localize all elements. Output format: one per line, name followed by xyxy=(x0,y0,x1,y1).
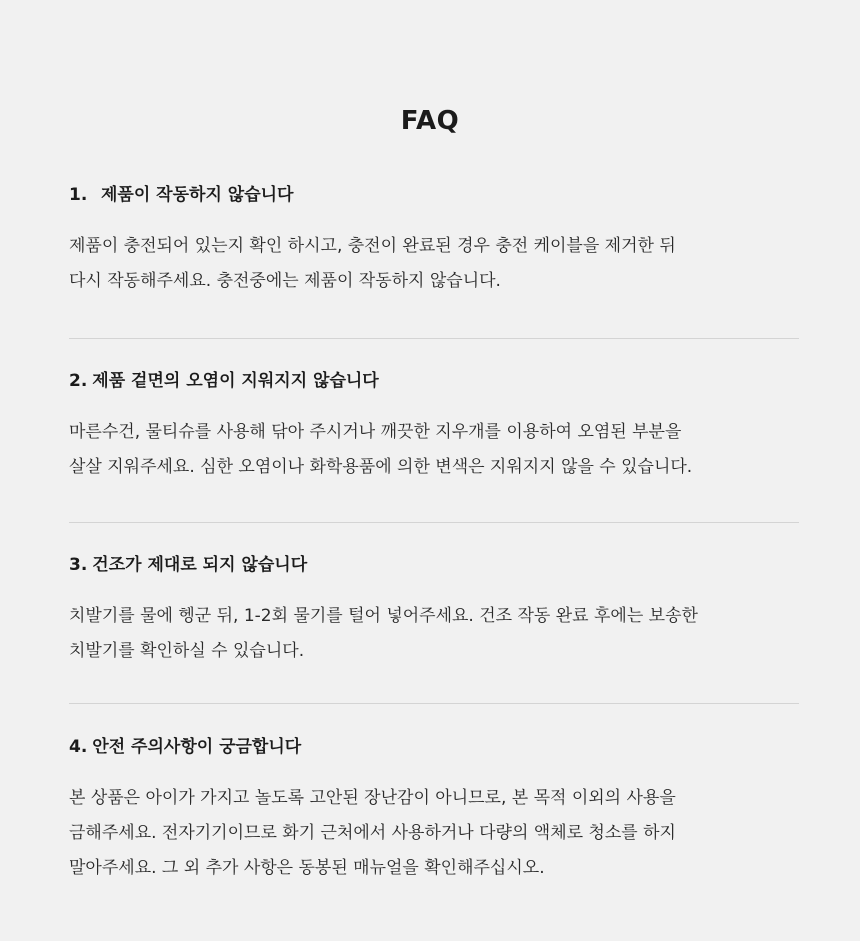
faq-answer xyxy=(69,229,799,299)
faq-question xyxy=(69,552,799,578)
faq-number: 2. xyxy=(69,371,88,391)
faq-answer-line: 다시 작동해주세요. 충전중에는 제품이 작동하지 않습니다. xyxy=(69,271,501,291)
faq-answer-line: 금해주세요. 전자기기이므로 화기 근처에서 사용하거나 다량의 액체로 청소를 하지 xyxy=(69,823,676,843)
faq-number: 1. xyxy=(69,185,88,205)
faq-question xyxy=(69,734,799,760)
faq-answer xyxy=(69,781,799,886)
faq-answer-line: 제품이 충전되어 있는지 확인 하시고, 충전이 완료된 경우 충전 케이블을 제거한 뒤 xyxy=(69,236,676,256)
faq-answer-line: 살살 지워주세요. 심한 오염이나 화학용품에 의한 변색은 지워지지 않을 수 있습니다. xyxy=(69,457,693,477)
faq-answer xyxy=(69,415,799,485)
faq-answer-line: 치발기를 물에 헹군 뒤, 1-2회 물기를 털어 넣어주세요. 건조 작동 완료 후에는 보송한 xyxy=(69,606,698,626)
faq-answer xyxy=(69,599,799,669)
faq-question xyxy=(69,368,799,394)
faq-item-1 xyxy=(69,182,799,299)
faq-question xyxy=(69,182,799,208)
faq-item-4 xyxy=(69,734,799,886)
faq-question-text: 안전 주의사항이 궁금합니다 xyxy=(92,737,302,757)
faq-question-text: 제품이 작동하지 않습니다 xyxy=(101,185,294,205)
faq-answer-line: 마른수건, 물티슈를 사용해 닦아 주시거나 깨끗한 지우개를 이용하여 오염된 부분을 xyxy=(69,422,682,442)
page-title: FAQ xyxy=(400,106,460,136)
faq-item-3 xyxy=(69,552,799,669)
faq-number: 4. xyxy=(69,737,88,757)
faq-answer-line: 본 상품은 아이가 가지고 놀도록 고안된 장난감이 아니므로, 본 목적 이외의 사용을 xyxy=(69,788,676,808)
faq-question-text: 건조가 제대로 되지 않습니다 xyxy=(92,555,308,575)
faq-question-text: 제품 겉면의 오염이 지워지지 않습니다 xyxy=(92,371,379,391)
faq-item-2 xyxy=(69,368,799,485)
faq-answer-line: 치발기를 확인하실 수 있습니다. xyxy=(69,641,305,661)
divider xyxy=(69,522,799,523)
faq-answer-line: 말아주세요. 그 외 추가 사항은 동봉된 매뉴얼을 확인해주십시오. xyxy=(69,858,545,878)
divider xyxy=(69,338,799,339)
divider xyxy=(69,703,799,704)
faq-number: 3. xyxy=(69,555,88,575)
